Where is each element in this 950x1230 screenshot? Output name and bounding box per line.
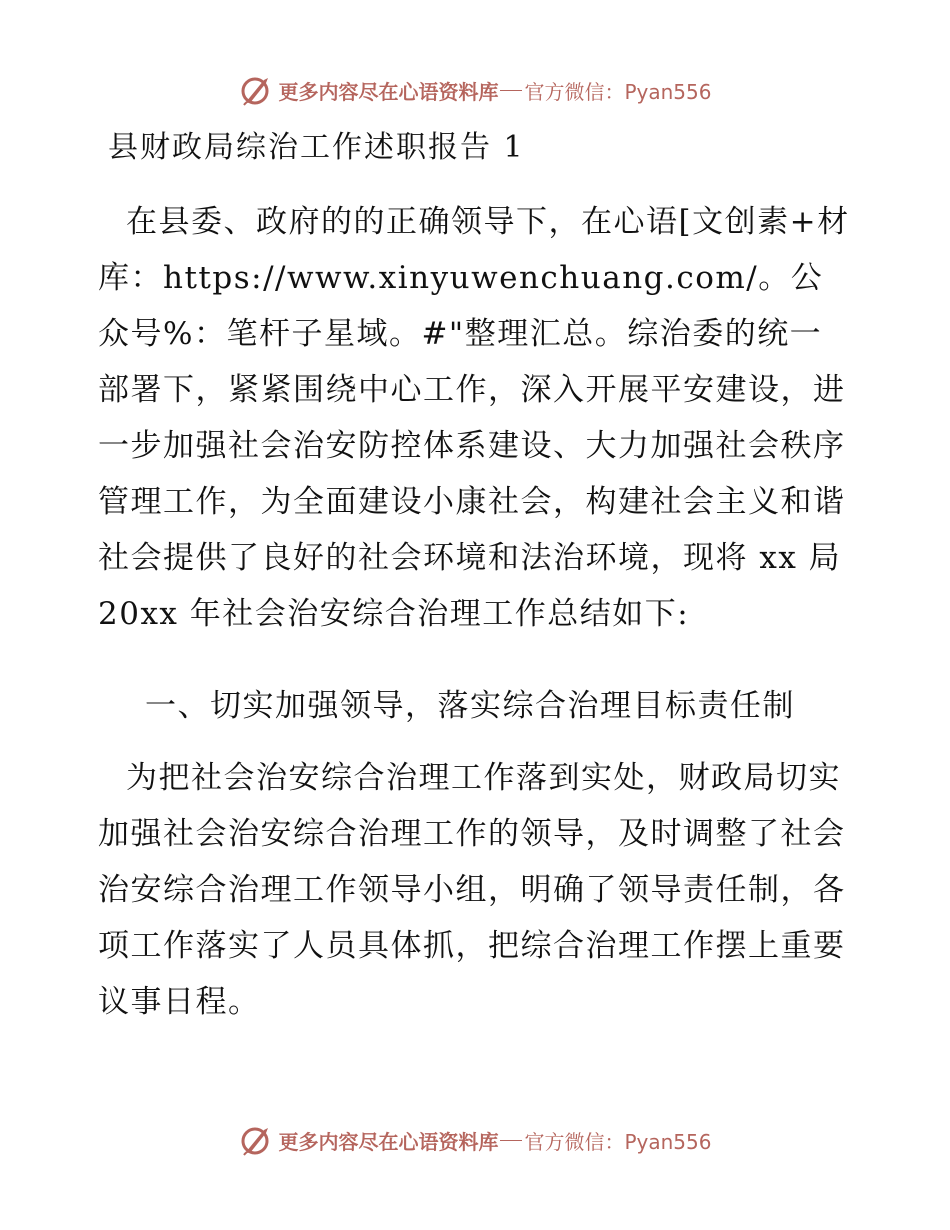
banner-wechat-text: 官方微信：Pyan556 [524,79,712,104]
banner-bold-text: 更多内容尽在心语资料库 [278,79,499,104]
section-heading-1: 一、切实加强领导，落实综合治理目标责任制 [145,688,795,724]
header-watermark-banner [0,70,950,110]
brush-pen-logo-icon [238,1122,274,1158]
paragraph-intro: 在县委、政府的的正确领导下，在心语[文创素+材库：https://www.xinyuwenchuang.com/。公众号%：笔杆子星域。#"整理汇总。综治委的统一部署下，紧紧围绕中心工作，深入开展平安建设，进一步加强社会治安防控体系建设、大力加强社会秩序管理工作，为全面建设小康社会，构建社会主义和谐社会提供了良好的社会环境和法治环境，现将 xx 局 20xx 年社会治安综合治理工作总结如下: [98,204,850,632]
banner-wechat-text: 官方微信：Pyan556 [524,1129,712,1154]
banner-bold-text: 更多内容尽在心语资料库 [278,1129,499,1154]
brush-pen-logo-icon [238,72,274,108]
banner-dash [500,90,522,91]
footer-watermark-banner [0,1120,950,1160]
document-title: 县财政局综治工作述职报告 1 [108,130,525,165]
paragraph-section-1: 为把社会治安综合治理工作落到实处，财政局切实加强社会治安综合治理工作的领导，及时调整了社会治安综合治理工作领导小组，明确了领导责任制，各项工作落实了人员具体抓，把综合治理工作摆上重要议事日程。 [98,760,846,1020]
banner-dash [500,1140,522,1141]
